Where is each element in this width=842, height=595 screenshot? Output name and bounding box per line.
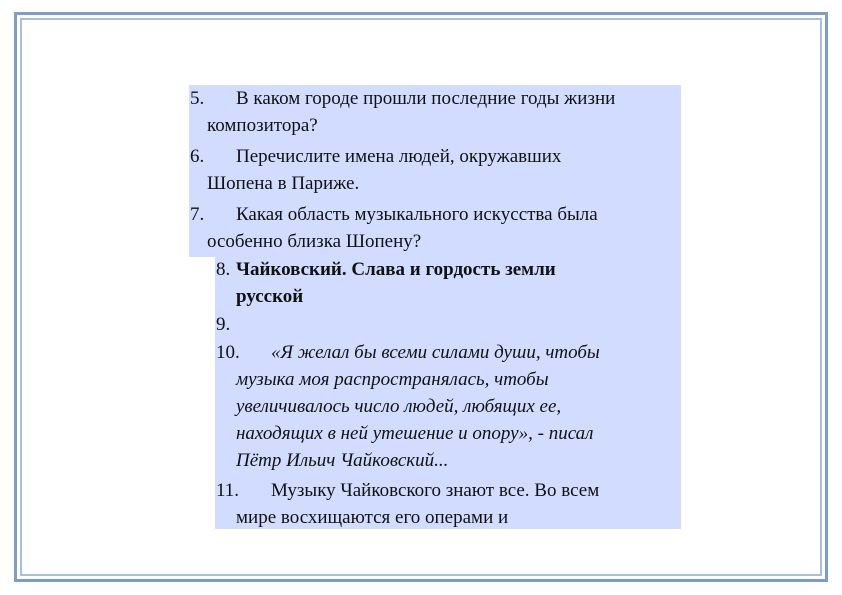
item-11-line-1: Музыку Чайковского знают все. Во всем xyxy=(271,480,600,501)
item-11-number: 11. xyxy=(216,480,240,501)
item-10-number: 10. xyxy=(216,342,240,363)
item-10-quote-line-3: увеличивалось число людей, любящих ее, xyxy=(236,396,562,417)
item-10-quote-line-1: «Я желал бы всеми силами души, чтобы xyxy=(271,342,600,363)
item-11-line-2: мире восхищаются его операми и xyxy=(236,507,509,528)
item-10-quote-line-2: музыка моя распространялась, чтобы xyxy=(236,369,549,390)
item-5-number: 5. xyxy=(190,88,205,109)
item-8-heading-line-2: русской xyxy=(236,286,304,307)
item-10-quote-line-4: находящих в ней утешение и опору», - писал xyxy=(236,423,594,444)
item-6-line-1: Перечислите имена людей, окружавших xyxy=(236,146,562,167)
item-6-number: 6. xyxy=(190,146,205,167)
item-9-number: 9. xyxy=(216,314,231,335)
item-8-heading-line-1: Чайковский. Слава и гордость земли xyxy=(236,259,556,280)
item-7-line-2: особенно близка Шопену? xyxy=(207,231,422,252)
item-7-number: 7. xyxy=(190,204,205,225)
item-5-line-1: В каком городе прошли последние годы жизни xyxy=(236,88,616,109)
item-10-quote-line-5: Пётр Ильич Чайковский... xyxy=(236,450,449,471)
item-6-line-2: Шопена в Париже. xyxy=(207,173,360,194)
item-5-line-2: композитора? xyxy=(207,115,318,136)
item-7-line-1: Какая область музыкального искусства была xyxy=(236,204,598,225)
item-8-number: 8. xyxy=(216,259,231,280)
